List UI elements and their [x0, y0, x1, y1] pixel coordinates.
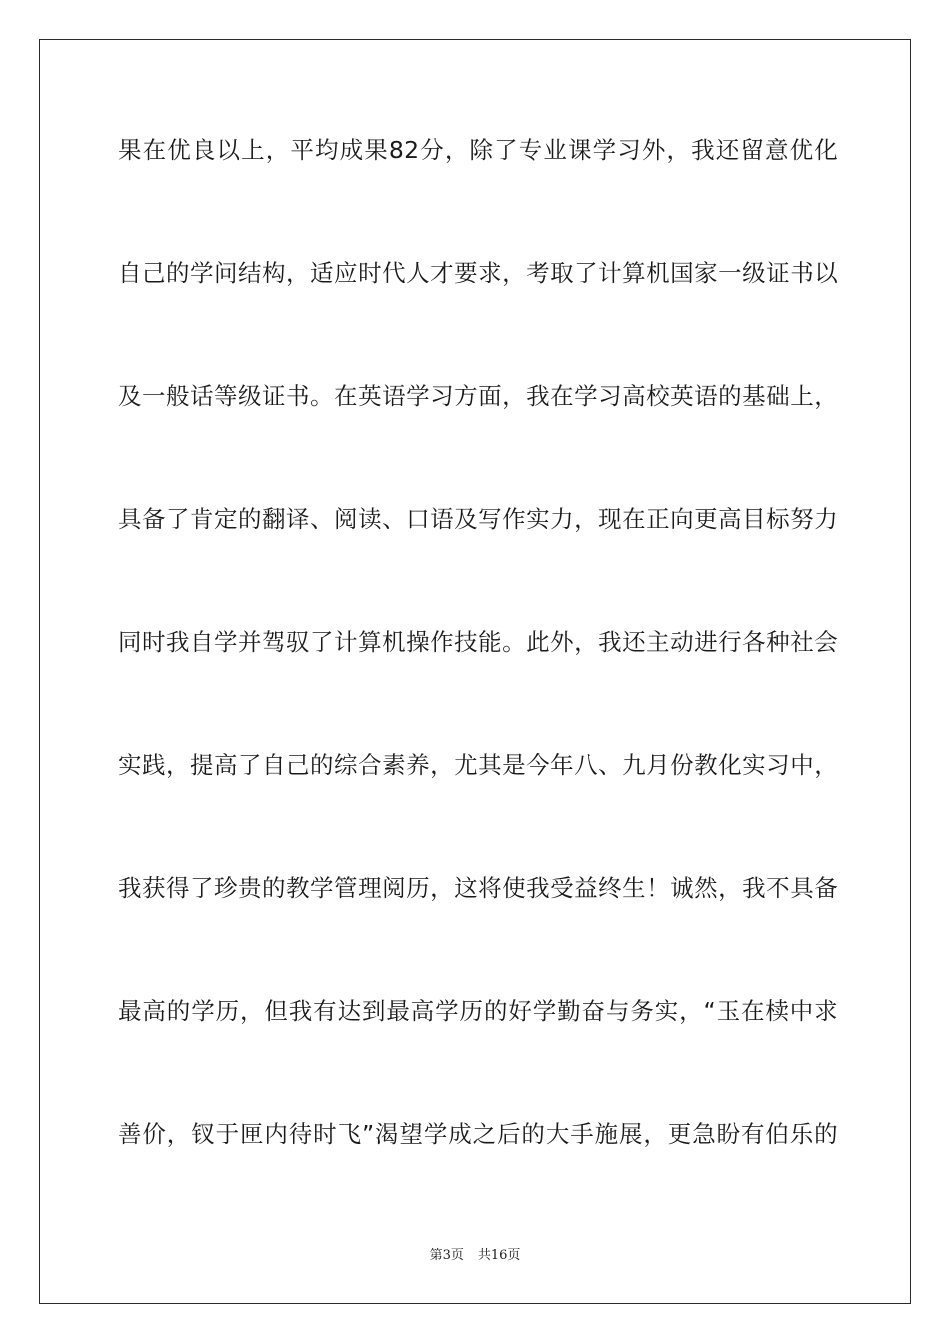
body-text-line-7: 我获得了珍贵的教学管理阅历，这将使我受益终生！诚然，我不具备	[118, 874, 838, 902]
body-text-line-2: 自己的学问结构，适应时代人才要求，考取了计算机国家一级证书以	[118, 259, 838, 287]
body-text-line-6: 实践，提高了自己的综合素养，尤其是今年八、九月份教化实习中，	[118, 751, 838, 779]
body-text-line-1: 果在优良以上，平均成果82分，除了专业课学习外，我还留意优化	[118, 136, 838, 164]
body-text-line-5: 同时我自学并驾驭了计算机操作技能。此外，我还主动进行各种社会	[118, 628, 838, 656]
page-number: 第3页	[429, 1248, 464, 1263]
body-text-line-9: 善价，钗于匣内待时飞”渴望学成之后的大手施展，更急盼有伯乐的	[118, 1120, 838, 1148]
total-pages: 共16页	[477, 1248, 521, 1263]
page-footer	[0, 1246, 950, 1266]
body-text-line-3: 及一般话等级证书。在英语学习方面，我在学习高校英语的基础上，	[118, 382, 838, 410]
body-text-line-4: 具备了肯定的翻译、阅读、口语及写作实力，现在正向更高目标努力	[118, 505, 838, 533]
body-text-line-8: 最高的学历，但我有达到最高学历的好学勤奋与务实，“玉在椟中求	[118, 997, 838, 1025]
